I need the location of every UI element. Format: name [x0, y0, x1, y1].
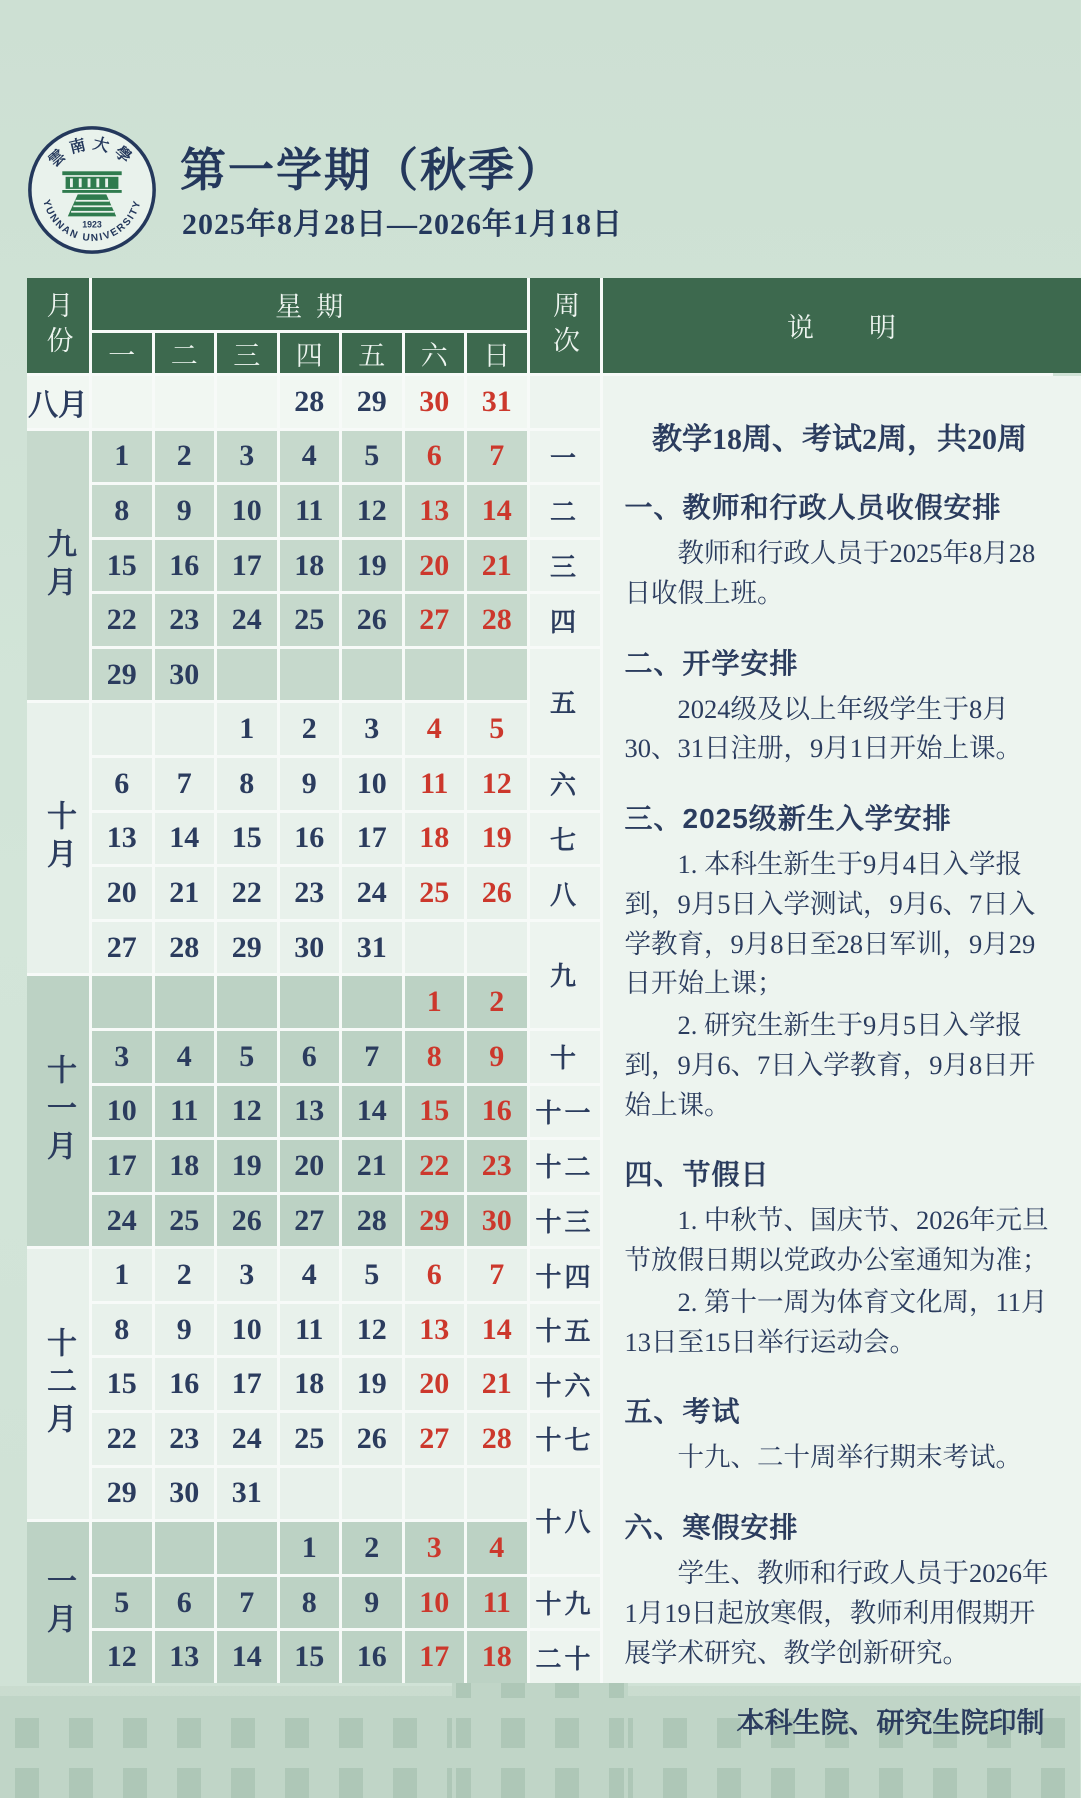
calendar-date-cell: 9 — [467, 1031, 527, 1083]
calendar-date-cell: 21 — [155, 867, 215, 919]
calendar-date-cell: 15 — [280, 1631, 340, 1683]
notes-section-heading: 四、节假日 — [624, 1159, 770, 1191]
calendar-date-cell: 18 — [280, 1358, 340, 1410]
calendar-date-cell: 13 — [405, 485, 465, 537]
week-number-column-header: 周次 — [530, 278, 600, 373]
week-number-cell: 七 — [530, 813, 600, 865]
calendar-date-cell: 24 — [92, 1195, 152, 1247]
notes-paragraph: 1. 中秋节、国庆节、2026年元旦节放假日期以党政办公室通知为准； — [624, 1205, 1049, 1275]
calendar-date-cell: 30 — [155, 649, 215, 701]
calendar-date-cell: 23 — [280, 867, 340, 919]
calendar-empty-cell — [217, 1522, 277, 1574]
notes-paragraph: 教师和行政人员于2025年8月28日收假上班。 — [624, 538, 1036, 608]
notes-paragraph: 2. 第十一周为体育文化周，11月13日至15日举行运动会。 — [624, 1286, 1048, 1357]
weeks-summary: 教学18周、考试2周，共20周 — [652, 423, 1027, 456]
calendar-empty-cell — [405, 649, 465, 701]
issuer-line: 本科生院、研究生院印制 — [736, 1707, 1045, 1739]
calendar-date-cell: 15 — [92, 1358, 152, 1410]
calendar-date-cell: 4 — [280, 431, 340, 483]
calendar-date-cell: 12 — [342, 1304, 402, 1356]
calendar-date-cell: 29 — [217, 922, 277, 974]
calendar-date-cell: 20 — [280, 1140, 340, 1192]
calendar-date-cell: 14 — [155, 813, 215, 865]
calendar-date-cell: 4 — [405, 703, 465, 755]
calendar-date-cell: 29 — [92, 1468, 152, 1520]
week-number-cell: 三 — [530, 540, 600, 592]
notes-paragraph: 学生、教师和行政人员于2026年1月19日起放寒假，教师利用假期开展学术研究、教学创新研究。 — [624, 1558, 1049, 1668]
calendar-date-cell: 16 — [155, 540, 215, 592]
calendar-date-cell: 10 — [405, 1577, 465, 1629]
calendar-date-cell: 29 — [342, 376, 402, 428]
calendar-date-cell: 13 — [92, 813, 152, 865]
week-number-cell: 十 — [530, 1031, 600, 1083]
calendar-date-cell: 31 — [342, 922, 402, 974]
calendar-date-cell: 11 — [467, 1577, 527, 1629]
week-number-cell: 二十 — [530, 1631, 600, 1683]
calendar-date-cell: 27 — [405, 594, 465, 646]
notes-section-heading: 三、2025级新生入学安排 — [624, 803, 952, 834]
calendar-date-cell: 27 — [405, 1413, 465, 1465]
week-number-empty-cell — [530, 376, 600, 428]
calendar-date-cell: 31 — [217, 1468, 277, 1520]
calendar-date-cell: 12 — [467, 758, 527, 810]
calendar-date-cell: 1 — [217, 703, 277, 755]
calendar-date-cell: 11 — [405, 758, 465, 810]
calendar-date-cell: 13 — [280, 1086, 340, 1138]
week-number-cell: 五 — [530, 649, 600, 755]
calendar-empty-cell — [342, 1468, 402, 1520]
notes-paragraph: 2. 研究生新生于9月5日入学报到，9月6、7日入学教育，9月8日开始上课。 — [624, 1010, 1036, 1120]
calendar-empty-cell — [280, 649, 340, 701]
seal-chinese-name: 雲南大學 — [45, 135, 139, 171]
calendar-empty-cell — [92, 703, 152, 755]
calendar-date-cell: 10 — [342, 758, 402, 810]
calendar-empty-cell — [467, 649, 527, 701]
calendar-date-cell: 7 — [155, 758, 215, 810]
calendar-date-cell: 19 — [342, 1358, 402, 1410]
calendar-date-cell: 21 — [342, 1140, 402, 1192]
calendar-empty-cell — [467, 1468, 527, 1520]
week-number-cell: 六 — [530, 758, 600, 810]
calendar-date-cell: 27 — [280, 1195, 340, 1247]
calendar-date-cell: 16 — [280, 813, 340, 865]
week-number-cell: 十九 — [530, 1577, 600, 1629]
calendar-empty-cell — [342, 976, 402, 1028]
calendar-date-cell: 14 — [217, 1631, 277, 1683]
calendar-date-cell: 16 — [467, 1086, 527, 1138]
calendar-date-cell: 6 — [92, 758, 152, 810]
calendar-empty-cell — [217, 976, 277, 1028]
week-number-cell: 一 — [530, 431, 600, 483]
university-seal-logo — [26, 124, 158, 256]
calendar-date-cell: 1 — [92, 1249, 152, 1301]
weekday-header: 二 — [155, 333, 215, 373]
weekday-header: 四 — [280, 333, 340, 373]
semester-date-range: 2025年8月28日—2026年1月18日 — [182, 208, 623, 241]
calendar-empty-cell — [280, 976, 340, 1028]
weekday-header: 五 — [342, 333, 402, 373]
calendar-date-cell: 8 — [92, 485, 152, 537]
calendar-date-cell: 24 — [217, 1413, 277, 1465]
calendar-date-cell: 3 — [217, 431, 277, 483]
calendar-date-cell: 16 — [342, 1631, 402, 1683]
calendar-date-cell: 3 — [217, 1249, 277, 1301]
notes-section-heading: 一、教师和行政人员收假安排 — [624, 492, 1002, 523]
calendar-date-cell: 17 — [405, 1631, 465, 1683]
week-number-cell: 二 — [530, 485, 600, 537]
calendar-date-cell: 5 — [342, 1249, 402, 1301]
notes-panel — [603, 376, 1081, 1739]
calendar-date-cell: 10 — [92, 1086, 152, 1138]
notes-paragraph: 2024级及以上年级学生于8月30、31日注册，9月1日开始上课。 — [624, 693, 1022, 764]
calendar-date-cell: 13 — [155, 1631, 215, 1683]
calendar-date-cell: 4 — [467, 1522, 527, 1574]
calendar-date-cell: 26 — [217, 1195, 277, 1247]
calendar-date-cell: 8 — [280, 1577, 340, 1629]
calendar-date-cell: 16 — [155, 1358, 215, 1410]
calendar-date-cell: 8 — [217, 758, 277, 810]
calendar-date-cell: 5 — [467, 703, 527, 755]
calendar-date-cell: 28 — [155, 922, 215, 974]
calendar-date-cell: 30 — [467, 1195, 527, 1247]
calendar-date-cell: 2 — [155, 1249, 215, 1301]
calendar-date-cell: 3 — [405, 1522, 465, 1574]
weekday-header: 三 — [217, 333, 277, 373]
calendar-date-cell: 23 — [155, 594, 215, 646]
calendar-date-cell: 9 — [155, 485, 215, 537]
calendar-empty-cell — [155, 376, 215, 428]
notes-paragraph: 1. 本科生新生于9月4日入学报到，9月5日入学测试，9月6、7日入学教育，9月8日至28日军训，9月29日开始上课； — [624, 849, 1036, 999]
calendar-date-cell: 8 — [405, 1031, 465, 1083]
week-number-cell: 十四 — [530, 1249, 600, 1301]
semester-calendar-table — [27, 278, 1053, 1739]
calendar-date-cell: 17 — [217, 1358, 277, 1410]
calendar-date-cell: 30 — [405, 376, 465, 428]
month-label: 十月 — [27, 703, 89, 973]
calendar-date-cell: 24 — [217, 594, 277, 646]
week-number-cell: 十一 — [530, 1086, 600, 1138]
calendar-date-cell: 23 — [155, 1413, 215, 1465]
calendar-date-cell: 28 — [467, 1413, 527, 1465]
calendar-date-cell: 2 — [155, 431, 215, 483]
calendar-date-cell: 25 — [280, 594, 340, 646]
calendar-date-cell: 30 — [280, 922, 340, 974]
calendar-date-cell: 4 — [155, 1031, 215, 1083]
calendar-date-cell: 9 — [280, 758, 340, 810]
week-number-cell: 十七 — [530, 1413, 600, 1465]
calendar-date-cell: 7 — [342, 1031, 402, 1083]
calendar-date-cell: 22 — [92, 594, 152, 646]
week-number-cell: 十二 — [530, 1140, 600, 1192]
calendar-empty-cell — [155, 703, 215, 755]
month-label: 十二月 — [27, 1249, 89, 1519]
calendar-date-cell: 15 — [405, 1086, 465, 1138]
calendar-date-cell: 12 — [342, 485, 402, 537]
week-number-cell: 十三 — [530, 1195, 600, 1247]
calendar-date-cell: 21 — [467, 1358, 527, 1410]
calendar-date-cell: 23 — [467, 1140, 527, 1192]
week-number-cell: 十六 — [530, 1358, 600, 1410]
notes-section-heading: 二、开学安排 — [624, 647, 799, 679]
notes-section-heading: 五、考试 — [624, 1396, 741, 1428]
calendar-date-cell: 12 — [217, 1086, 277, 1138]
calendar-date-cell: 17 — [92, 1140, 152, 1192]
calendar-date-cell: 18 — [467, 1631, 527, 1683]
calendar-empty-cell — [405, 922, 465, 974]
calendar-empty-cell — [217, 376, 277, 428]
page-title: 第一学期（秋季） — [180, 145, 564, 196]
calendar-date-cell: 5 — [342, 431, 402, 483]
calendar-date-cell: 31 — [467, 376, 527, 428]
calendar-empty-cell — [92, 976, 152, 1028]
calendar-date-cell: 5 — [217, 1031, 277, 1083]
calendar-date-cell: 26 — [342, 594, 402, 646]
calendar-date-cell: 13 — [405, 1304, 465, 1356]
week-number-cell: 四 — [530, 594, 600, 646]
calendar-date-cell: 6 — [155, 1577, 215, 1629]
calendar-empty-cell — [342, 649, 402, 701]
calendar-date-cell: 4 — [280, 1249, 340, 1301]
calendar-date-cell: 7 — [467, 1249, 527, 1301]
calendar-empty-cell — [467, 922, 527, 974]
calendar-date-cell: 25 — [280, 1413, 340, 1465]
calendar-date-cell: 18 — [405, 813, 465, 865]
calendar-date-cell: 2 — [467, 976, 527, 1028]
weekday-header: 一 — [92, 333, 152, 373]
calendar-date-cell: 17 — [342, 813, 402, 865]
week-number-cell: 十五 — [530, 1304, 600, 1356]
week-number-cell: 八 — [530, 867, 600, 919]
calendar-date-cell: 11 — [155, 1086, 215, 1138]
calendar-date-cell: 28 — [342, 1195, 402, 1247]
calendar-date-cell: 6 — [280, 1031, 340, 1083]
calendar-date-cell: 17 — [217, 540, 277, 592]
seal-year: 1923 — [82, 219, 102, 230]
calendar-empty-cell — [92, 376, 152, 428]
calendar-date-cell: 1 — [92, 431, 152, 483]
calendar-date-cell: 6 — [405, 431, 465, 483]
calendar-date-cell: 22 — [217, 867, 277, 919]
calendar-date-cell: 20 — [405, 540, 465, 592]
weekday-header: 六 — [405, 333, 465, 373]
calendar-date-cell: 28 — [280, 376, 340, 428]
calendar-date-cell: 19 — [467, 813, 527, 865]
calendar-date-cell: 11 — [280, 1304, 340, 1356]
calendar-date-cell: 11 — [280, 485, 340, 537]
notes-section-heading: 六、寒假安排 — [624, 1512, 799, 1543]
calendar-date-cell: 25 — [405, 867, 465, 919]
week-number-cell: 九 — [530, 922, 600, 1028]
month-label: 一月 — [27, 1522, 89, 1683]
month-column-header: 月份 — [27, 278, 89, 373]
calendar-date-cell: 8 — [92, 1304, 152, 1356]
calendar-date-cell: 2 — [280, 703, 340, 755]
calendar-empty-cell — [155, 1522, 215, 1574]
calendar-date-cell: 22 — [405, 1140, 465, 1192]
seal-english-name: YUNNAN UNIVERSITY — [40, 198, 144, 245]
calendar-date-cell: 24 — [342, 867, 402, 919]
calendar-date-cell: 29 — [405, 1195, 465, 1247]
calendar-empty-cell — [405, 1468, 465, 1520]
calendar-date-cell: 26 — [467, 867, 527, 919]
calendar-date-cell: 1 — [280, 1522, 340, 1574]
calendar-date-cell: 7 — [467, 431, 527, 483]
calendar-date-cell: 10 — [217, 1304, 277, 1356]
calendar-date-cell: 21 — [467, 540, 527, 592]
calendar-date-cell: 29 — [92, 649, 152, 701]
calendar-empty-cell — [280, 1468, 340, 1520]
calendar-date-cell: 9 — [155, 1304, 215, 1356]
weekday-header: 日 — [467, 333, 527, 373]
calendar-date-cell: 10 — [217, 485, 277, 537]
calendar-date-cell: 3 — [92, 1031, 152, 1083]
calendar-date-cell: 20 — [92, 867, 152, 919]
notes-column-header: 说 明 — [603, 278, 1081, 373]
calendar-date-cell: 1 — [405, 976, 465, 1028]
calendar-date-cell: 28 — [467, 594, 527, 646]
calendar-date-cell: 14 — [342, 1086, 402, 1138]
calendar-date-cell: 15 — [92, 540, 152, 592]
calendar-date-cell: 27 — [92, 922, 152, 974]
week-number-cell: 十八 — [530, 1468, 600, 1574]
calendar-date-cell: 3 — [342, 703, 402, 755]
weekday-group-header: 星期 — [92, 278, 527, 330]
month-label: 十一月 — [27, 976, 89, 1246]
calendar-date-cell: 2 — [342, 1522, 402, 1574]
calendar-date-cell: 6 — [405, 1249, 465, 1301]
calendar-date-cell: 18 — [155, 1140, 215, 1192]
notes-paragraph: 十九、二十周举行期末考试。 — [677, 1442, 1022, 1473]
calendar-date-cell: 9 — [342, 1577, 402, 1629]
calendar-date-cell: 19 — [217, 1140, 277, 1192]
month-label: 九月 — [27, 431, 89, 701]
calendar-date-cell: 14 — [467, 485, 527, 537]
calendar-date-cell: 19 — [342, 540, 402, 592]
month-label: 八月 — [27, 376, 89, 428]
calendar-empty-cell — [155, 976, 215, 1028]
calendar-date-cell: 15 — [217, 813, 277, 865]
calendar-date-cell: 26 — [342, 1413, 402, 1465]
calendar-date-cell: 18 — [280, 540, 340, 592]
calendar-date-cell: 22 — [92, 1413, 152, 1465]
calendar-date-cell: 30 — [155, 1468, 215, 1520]
calendar-date-cell: 5 — [92, 1577, 152, 1629]
calendar-empty-cell — [217, 649, 277, 701]
calendar-empty-cell — [92, 1522, 152, 1574]
calendar-date-cell: 14 — [467, 1304, 527, 1356]
calendar-date-cell: 7 — [217, 1577, 277, 1629]
calendar-date-cell: 12 — [92, 1631, 152, 1683]
calendar-date-cell: 20 — [405, 1358, 465, 1410]
calendar-date-cell: 25 — [155, 1195, 215, 1247]
